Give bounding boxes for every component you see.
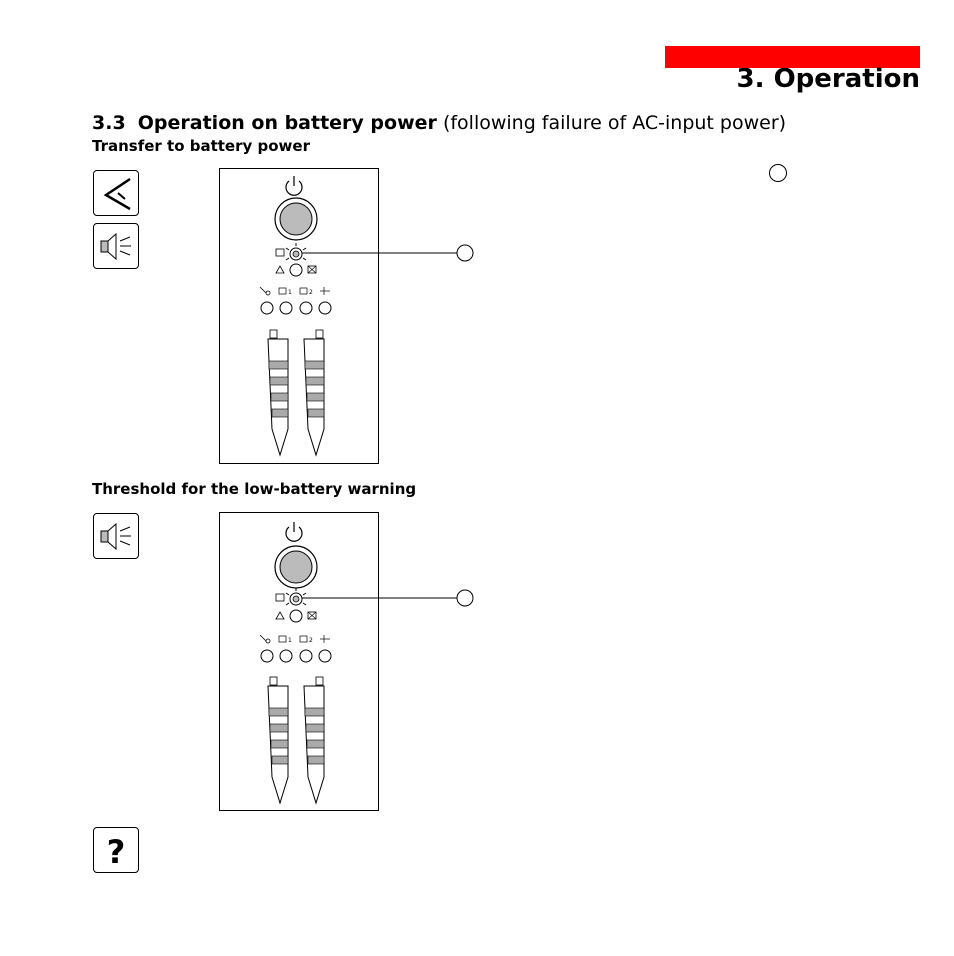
led-3 — [300, 302, 312, 314]
reference-marker-icon — [767, 162, 789, 184]
load-level-icon — [316, 330, 323, 338]
fault-led — [290, 610, 302, 622]
callout-line-2 — [290, 585, 480, 611]
battery-level-bargraph — [268, 339, 288, 455]
front-panel-diagram-2 — [219, 512, 379, 811]
buzzer-speaker-icon — [93, 223, 139, 269]
led-2 — [280, 650, 292, 662]
front-panel-diagram-1 — [219, 168, 379, 464]
outlet-group-2-label: 2 — [309, 637, 313, 644]
chapter-title: 3. Operation — [736, 64, 920, 94]
warning-triangle-icon — [276, 266, 284, 273]
help-glyph: ? — [106, 833, 126, 871]
alarm-icon — [93, 170, 139, 216]
load-level-bargraph — [304, 686, 324, 803]
outlet-symbols-row — [260, 635, 330, 644]
section-title: Operation on battery power — [137, 112, 437, 134]
question-mark-icon — [93, 827, 139, 873]
subsection-transfer-title: Transfer to battery power — [92, 137, 310, 155]
section-subtitle: (following failure of AC-input power) — [442, 112, 787, 134]
battery-symbol-icon — [276, 594, 284, 601]
buzzer-speaker-icon — [93, 513, 139, 559]
power-symbol-icon — [286, 522, 302, 541]
led-4 — [319, 302, 331, 314]
battery-level-icon — [270, 330, 277, 338]
section-heading — [92, 112, 786, 134]
battery-symbol-icon — [276, 249, 284, 256]
callout-line-1 — [290, 240, 480, 266]
load-level-icon — [316, 677, 323, 685]
led-1 — [261, 302, 273, 314]
power-symbol-icon — [286, 176, 302, 195]
battery-level-icon — [270, 677, 277, 685]
outlet-group-1-label: 1 — [288, 289, 292, 296]
section-number: 3.3 — [92, 112, 126, 134]
load-level-bargraph — [304, 339, 324, 455]
warning-triangle-icon — [276, 612, 284, 619]
outlet-group-1-label: 1 — [288, 637, 292, 644]
led-2 — [280, 302, 292, 314]
led-3 — [300, 650, 312, 662]
outlet-symbols-row — [260, 287, 330, 296]
subsection-low-battery-title: Threshold for the low-battery warning — [92, 480, 417, 498]
led-4 — [319, 650, 331, 662]
outlet-group-2-label: 2 — [309, 289, 313, 296]
led-1 — [261, 650, 273, 662]
battery-level-bargraph — [268, 686, 288, 803]
